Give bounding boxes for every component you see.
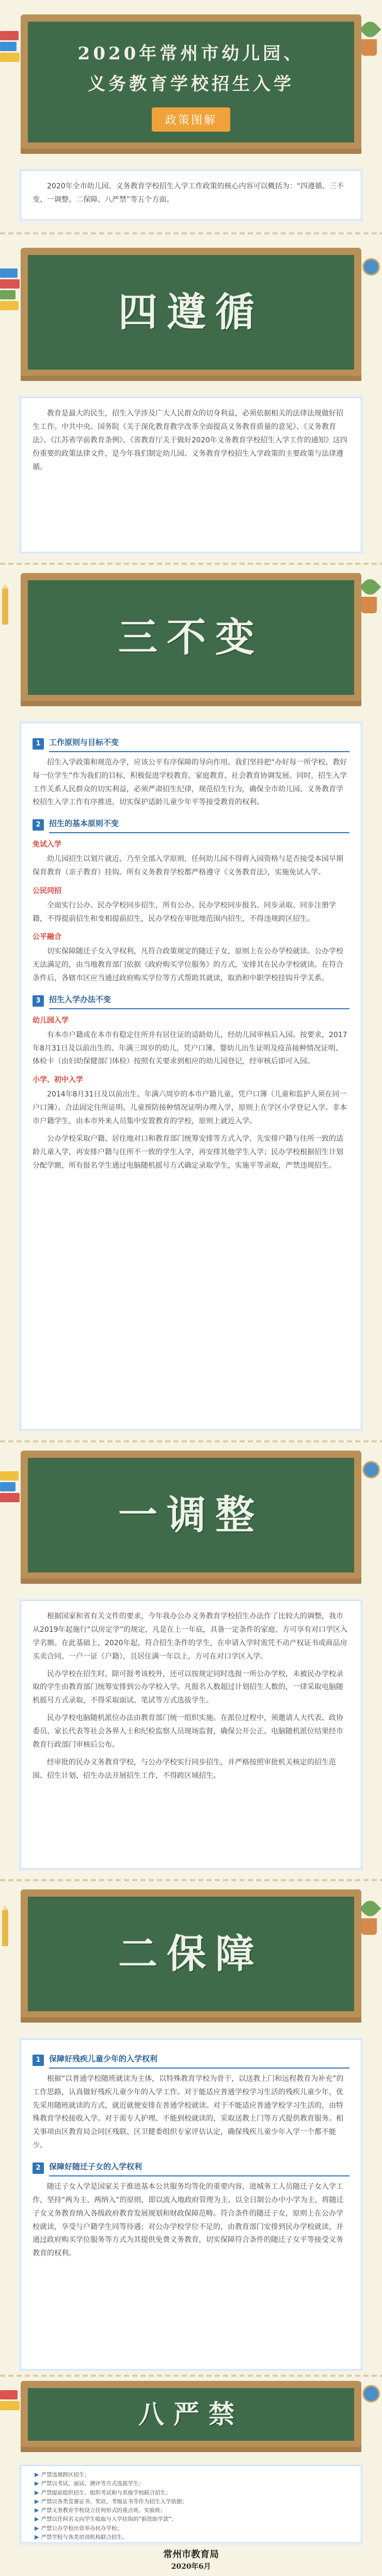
header-badge-wrap	[28, 107, 354, 132]
four-box	[21, 397, 361, 552]
one-text-4: 经审批的民办义务教育学校，与公办学校实行同步招生，并严格按照审批机关核定的招生范围、招生计划、招生办法开展招生工作，不得跨区域招生。	[33, 1758, 336, 1780]
divider	[0, 1879, 382, 1881]
globe-icon	[362, 1461, 380, 1478]
books-decoration	[0, 1471, 21, 1504]
section-header	[33, 736, 349, 752]
section-title: 工作原则与目标不变	[49, 736, 349, 752]
intro-box	[21, 170, 361, 220]
one-text-1: 根据国家和省有关文件的要求，今年我办公办义务教育学校招生办法作了比较大的调整，我市从2019年起施行“以房定学”的规定，凡是在上一年底，具备一定条件的家庭，方可享有对口学区入学名额。在此基础上，2020年起，符合招生条件的学生，在申请入学时需凭不动产权证书或商品房买卖合同、一户一证（户籍），且居住满一年以上，方可在对口学区入学。	[33, 1612, 348, 1661]
books-decoration	[0, 2390, 21, 2412]
globe-icon	[362, 2385, 380, 2403]
divider	[0, 2375, 382, 2377]
section-header	[33, 993, 349, 1009]
four-heading: 四遵循	[118, 289, 264, 335]
one-box	[21, 1600, 361, 1869]
pencil-decoration	[2, 589, 8, 625]
section-title: 招生入学办法不变	[49, 993, 349, 1009]
ban-item: ▶ 严禁义务教育学校设立任何形式的重点班、实验班；	[33, 2506, 349, 2515]
footer-signature	[0, 2548, 382, 2571]
intro-text: 2020年全市幼儿园、义务教育学校招生入学工作政策的核心内容可以概括为：“四遵循、三不变、一调整、二保障、八严禁”等五个方面。	[33, 182, 344, 204]
two-heading: 二保障	[118, 1931, 264, 1977]
subsection-text: 幼儿园招生以划片就近、乃至全部入学原则，任何幼儿园不得将入园资格与是否接受本园早期保育教育（亲子教育）挂钩。所有义务教育学校都严格遵守《义务教育法》，实施免试入学。	[33, 854, 343, 877]
ban-item: ▶ 严禁以任何名义向学生收取与入学挂钩的“捐资助学款”；	[33, 2515, 349, 2523]
subsection-title: 小学、初中入学	[33, 1076, 83, 1085]
three-chalkboard	[21, 573, 361, 702]
section-title: 保障好随迁子女的入学权利	[49, 2160, 349, 2176]
eight-chalkboard	[21, 2381, 361, 2448]
ban-item: ▶ 严禁提前组织招生、组织考试和与其他学校联合招生；	[33, 2488, 349, 2497]
one-text-3: 民办学校电脑随机派位办法由教育部门统一组织实施。在派位过程中，须邀请人大代表、政协委员、家长代表等社会各界人士和纪检监察人员现场监督，确保公开公正。电脑随机派位结果经市教育行政部门审核后公布。	[33, 1714, 343, 1750]
section-number: 3	[33, 995, 44, 1007]
three-box	[21, 723, 361, 1430]
ban-item: ▶ 严禁公办学校出资举办民办学校；	[33, 2524, 349, 2533]
footer-date: 2020年6月	[171, 2562, 211, 2571]
plant-decoration	[361, 1900, 379, 1935]
section-text: 招生入学政策和规范办学，应该公平有序保障的导向作用。我们坚持把“办好每一所学校、教好每一位学生”作为我们的目标，积极促进学校教育、家庭教育、社会教育协调发展。同时，招生入学工作关系人民群众的切实利益，必须严肃招生纪律，规范招生行为，确保全市幼儿园、义务教育学校招生入学工作有序推进，切实保护适龄儿童少年平等接受教育的权利。	[33, 758, 347, 807]
subsection-title: 公民同招	[33, 886, 61, 895]
two-chalkboard	[21, 1889, 361, 2018]
ban-item: ▶ 严禁以各类竞赛证书、奖状、考级证书等作为招生入学依据；	[33, 2497, 349, 2506]
header-badge: 政策图解	[152, 107, 230, 132]
section-header	[33, 817, 349, 833]
header-title-line1: 2020年常州市幼儿园、	[77, 43, 305, 64]
section-title: 招生的基本原则不变	[49, 817, 349, 833]
header-title-line2: 义务教育学校招生入学	[88, 74, 294, 94]
one-chalkboard	[21, 1451, 361, 1580]
subsection-title: 幼儿园入学	[33, 1016, 69, 1025]
plant-decoration	[361, 578, 379, 613]
subsection-text: 有本市户籍或在本市有稳定住所并有居住证的适龄幼儿，经幼儿园审核后入园。按要求，2017年8月31日及以前出生的、年满三周岁的幼儿，凭户口簿、婴幼儿出生证明及疫苗接种情况证明、体检卡（由妇幼保健部门体检）按照有关要求到相应的幼儿园登记，经审核后即可入园。	[33, 1030, 347, 1066]
divider	[0, 232, 382, 234]
books-decoration	[0, 268, 21, 312]
four-text: 教育是最大的民生，招生入学涉及广大人民群众的切身利益，必须依据相关的法律法规做好招生工作。中共中央、国务院《关于深化教育教学改革全面提高义务教育质量的意见》、《义务教育法》、《江苏省学前教育条例》、《省教育厅关于做好2020年义务教育学校招生入学工作的通知》这四份重要的政策法律文件，是今年我们制定幼儿园、义务教育学校招生入学政策的主要政策与法律遵循。	[33, 409, 347, 471]
ban-item: ▶ 严禁违规跨区招生；	[33, 2470, 349, 2479]
two-box	[21, 2039, 361, 2370]
eight-heading: 八严禁	[138, 2399, 244, 2429]
section-title: 保障好残疾儿童少年的入学权利	[49, 2052, 349, 2069]
globe-icon	[362, 258, 380, 276]
ban-item: ▶ 严禁以考试、面试、测评等方式选拔学生；	[33, 2479, 349, 2488]
header-chalkboard	[21, 14, 361, 150]
section-header	[33, 2160, 349, 2176]
ban-item: ▶ 严禁学校与各类培训机构联合招生。	[33, 2533, 349, 2541]
section-number: 2	[33, 2162, 44, 2174]
divider	[0, 1440, 382, 1442]
subsection-text: 全面实行公办、民办学校同步招生，所有公办、民办学校同步报名、同步录取、同步注册学籍，不得提前招生和变相提前招生，民办学校在审批地范围内招生，不得违规跨区招生。	[33, 901, 336, 923]
footer-org: 常州市教育局	[163, 2549, 219, 2560]
subsection-text: 切实保障随迁子女入学权利，凡符合政策规定的随迁子女，原则上在公办学校就读。公办学校无法满足的，由当地教育部门依据《政府购买学位服务》的方式，安排其在民办学校就读。在符合条件后，各辖市区应当通过政府购买学位等方式帮助其就读，取消和中职学校挂钩升学关系。	[33, 947, 343, 983]
section-number: 2	[33, 819, 44, 831]
one-heading: 一调整	[118, 1492, 264, 1538]
subsection-text: 公办学校采取户籍、居住地对口和教育部门统筹安排等方式入学，先安排户籍与住所一致的适龄儿童入学，再安排户籍与住所不一致的学生入学，再安排其他学生入学；民办学校根据招生计划分配学额，所有报名学生通过电脑随机摇号方式确定录取学生，实施平等录取，严禁违规招生。	[33, 1134, 343, 1170]
eight-box	[21, 2466, 361, 2543]
three-heading: 三不变	[118, 614, 264, 660]
subsection-text: 2014年8月31日及以前出生、年满六周岁的本市户籍儿童，凭户口簿（儿童和监护人须在同一户口簿）、合法固定住所证明、儿童预防接种情况证明办理入学，原则上在学区小学登记入学。非本市户籍学生，由本市外来人员集中安置教育的学校，原则上就近入学。	[33, 1090, 347, 1125]
four-chalkboard	[21, 248, 361, 377]
books-decoration	[0, 31, 21, 63]
section-number: 1	[33, 738, 44, 750]
section-number: 1	[33, 2055, 44, 2066]
section-header	[33, 2052, 349, 2069]
plant-decoration	[361, 21, 379, 56]
subsection-title: 免试入学	[33, 840, 61, 849]
subsection-title: 公平融合	[33, 933, 61, 942]
divider	[0, 563, 382, 565]
section-text: 根据“以普通学校随班就读为主体，以特殊教育学校为骨干，以送教上门和远程教育为补充”的工作思路，认真做好残疾儿童少年的入学工作。对于能适应普通学校学习生活的残疾儿童少年，优先采用随班就读的方式，就近就便安排在普通学校就读。对于不能适应普通学校学习生活的，由特殊教育学校接收入学。对于需专人护理、不能到校就读的，采取送教上门等方式提供教育服务。相关事项由区教育局会同区残联、区卫健委组织专家评估认定，确保残疾儿童少年入学一个都不能少。	[33, 2074, 344, 2150]
pencil-decoration	[2, 1910, 8, 1946]
one-text-2: 民办学校在招生时，除可报考该校外，还可以按规定同时选报一所公办学校，未被民办学校录取的学生由教育部门统筹安排到公办学校入学。凡报名人数超过计划招生人数的，一律采取电脑随机摇号方式录取，不得采取面试、笔试等方式选拔学生。	[33, 1669, 343, 1705]
section-text: 随迁子女入学是国家关于推进基本公共服务均等化的重要内容，进城务工人员随迁子女入学工作，坚持“两为主、两纳入”的原则，即以流入地政府管理为主、以全日制公办中小学为主，将随迁子女义务教育纳入各级政府教育发展规划和财政保障范畴。符合条件的随迁子女，原则上在公办学校就读，享受与户籍学生同等待遇；对公办学校学位不足的，由教育部门安排到民办学校就读，并通过政府购买学位服务等方式为其提供免费义务教育，切实保障符合条件的随迁子女平等接受义务教育的权利。	[33, 2182, 344, 2258]
